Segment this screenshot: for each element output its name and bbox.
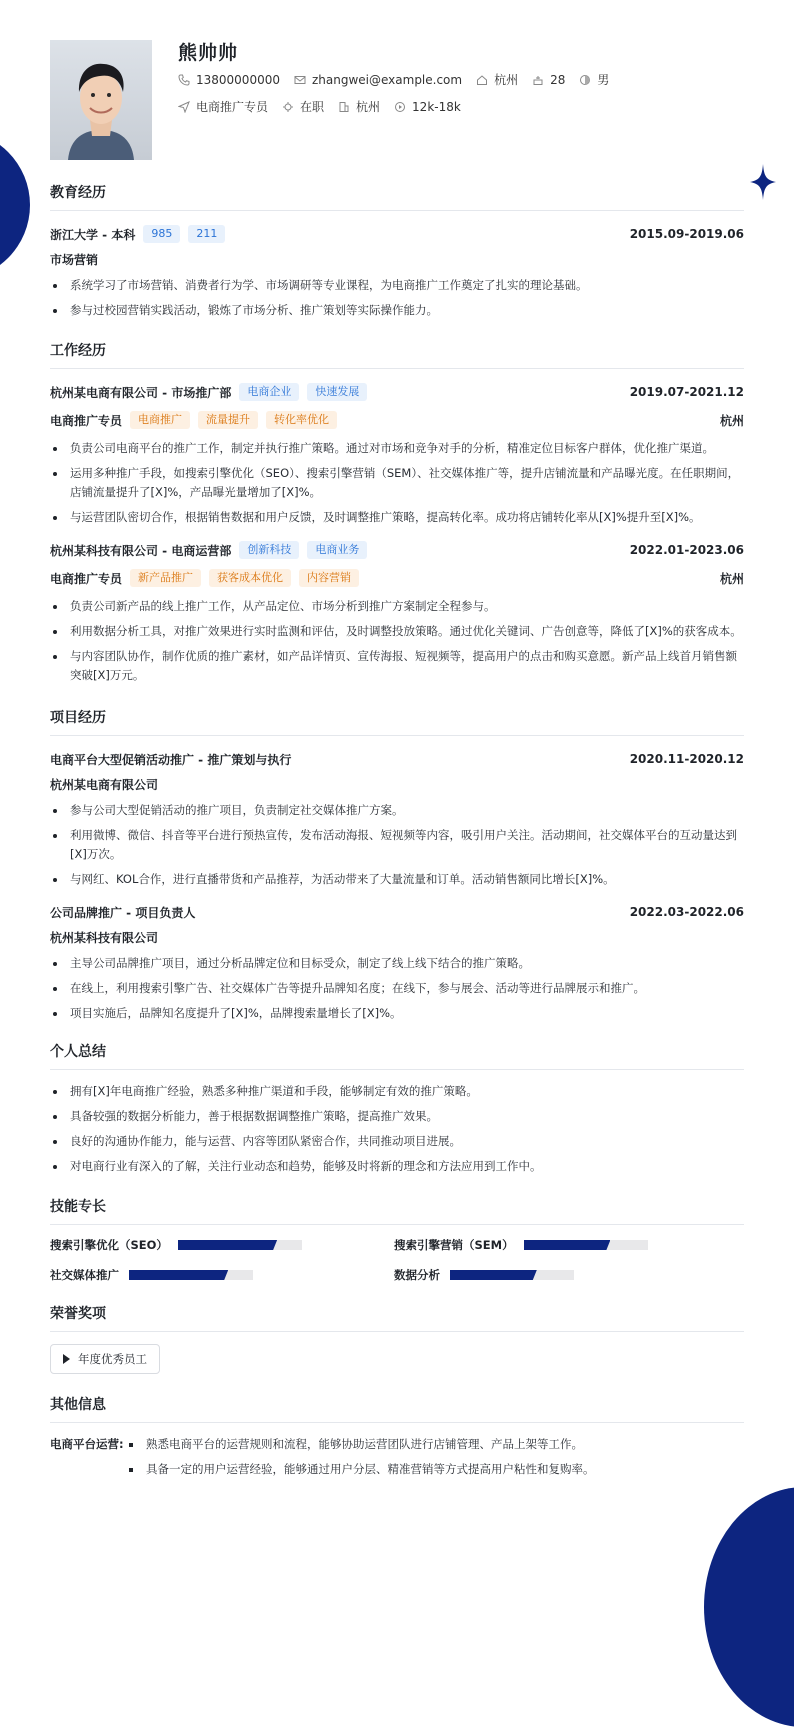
education-section <box>50 182 744 320</box>
role-tag: 获客成本优化 <box>209 569 291 587</box>
status-text: 在职 <box>300 100 325 114</box>
project-date: 2020.11-2020.12 <box>629 752 744 766</box>
skill-name: 搜索引擎营销（SEM） <box>394 1238 514 1252</box>
project-bullets <box>50 954 744 1023</box>
skill-bar <box>524 1240 648 1250</box>
work-section <box>50 340 744 685</box>
education-date: 2015.09-2019.06 <box>629 227 744 241</box>
projects-section <box>50 707 744 1023</box>
job-entry <box>50 381 744 527</box>
list-item: 负责公司新产品的线上推广工作，从产品定位、市场分析到推广方案制定全程参与。 <box>50 597 744 616</box>
project-date: 2022.03-2022.06 <box>629 905 744 919</box>
phone-text: 13800000000 <box>196 72 280 87</box>
project-entry <box>50 901 744 1023</box>
list-item: 利用数据分析工具，对推广效果进行实时监测和评估，及时调整投放策略。通过优化关键词、广告创意等，降低了[X]%的获客成本。 <box>50 622 744 641</box>
section-title: 个人总结 <box>50 1041 744 1070</box>
role-tag: 内容营销 <box>299 569 359 587</box>
job-date: 2019.07-2021.12 <box>629 385 744 399</box>
skill-bar <box>450 1270 574 1280</box>
gender-text: 男 <box>597 73 610 87</box>
other-bullets <box>126 1435 595 1485</box>
salary-icon <box>394 101 406 113</box>
project-company: 杭州某电商有限公司 <box>50 778 159 792</box>
section-title: 技能专长 <box>50 1196 744 1225</box>
company-tag: 创新科技 <box>239 541 299 559</box>
role-tag: 转化率优化 <box>266 411 337 429</box>
status-icon <box>282 101 294 113</box>
phone-icon <box>178 74 190 86</box>
company-tag: 快速发展 <box>307 383 367 401</box>
send-icon <box>178 101 190 113</box>
list-item: 参与过校园营销实践活动，锻炼了市场分析、推广策划等实际操作能力。 <box>50 301 744 320</box>
list-item: 项目实施后，品牌知名度提升了[X]%，品牌搜索量增长了[X]%。 <box>50 1004 744 1023</box>
project-company: 杭州某科技有限公司 <box>50 931 159 945</box>
email-text: zhangwei@example.com <box>311 72 463 87</box>
list-item: 系统学习了市场营销、消费者行为学、市场调研等专业课程，为电商推广工作奠定了扎实的理论基础。 <box>50 276 744 295</box>
list-item: 运用多种推广手段，如搜索引擎优化（SEO）、搜索引擎营销（SEM）、社交媒体推广等，提升店铺流量和产品曝光度。在任职期间，店铺流量提升了[X]%，产品曝光量增加了[X]%。 <box>50 464 744 502</box>
awards-section <box>50 1303 744 1374</box>
list-item: 与内容团队协作，制作优质的推广素材，如产品详情页、宣传海报、短视频等，提高用户的点击和购买意愿。新产品上线首月销售额突破[X]万元。 <box>50 647 744 685</box>
job-city: 杭州 <box>719 413 744 428</box>
resume <box>50 0 744 1485</box>
skill-item <box>394 1267 738 1283</box>
job-date: 2022.01-2023.06 <box>629 543 744 557</box>
list-item: 与网红、KOL合作，进行直播带货和产品推荐，为活动带来了大量流量和订单。活动销售额同比增长[X]%。 <box>50 870 744 889</box>
skill-bar <box>178 1240 302 1250</box>
list-item: 负责公司电商平台的推广工作，制定并执行推广策略。通过对市场和竞争对手的分析，精准定位目标客户群体，优化推广渠道。 <box>50 439 744 458</box>
education-bullets <box>50 276 744 320</box>
skill-bar <box>129 1270 253 1280</box>
summary-bullets <box>50 1082 744 1176</box>
section-title: 其他信息 <box>50 1394 744 1423</box>
sparkle-icon <box>750 164 776 200</box>
job-bullets <box>50 439 744 527</box>
company-name: 杭州某科技有限公司 - 电商运营部 <box>50 543 232 558</box>
job-intent-row <box>178 98 475 115</box>
cake-icon <box>532 74 544 86</box>
profile-header <box>50 0 744 170</box>
play-icon <box>63 1354 70 1364</box>
home-icon <box>476 74 488 86</box>
decor-circle-top-left <box>0 130 30 280</box>
city-text: 杭州 <box>356 100 381 114</box>
skill-bar-fill <box>524 1240 611 1250</box>
project-name: 公司品牌推广 - 项目负责人 <box>50 905 196 920</box>
mail-icon <box>294 74 306 86</box>
job-role: 电商推广专员 <box>50 413 123 428</box>
skill-item <box>50 1267 394 1283</box>
list-item: 熟悉电商平台的运营规则和流程，能够协助运营团队进行店铺管理、产品上架等工作。 <box>126 1435 595 1454</box>
gender-icon <box>579 74 591 86</box>
skill-bar-fill <box>129 1270 228 1280</box>
school-name: 浙江大学 - 本科 <box>50 227 136 242</box>
list-item: 在线上，利用搜索引擎广告、社交媒体广告等提升品牌知名度；在线下，参与展会、活动等进行品牌展示和推广。 <box>50 979 744 998</box>
list-item: 良好的沟通协作能力，能与运营、内容等团队紧密合作，共同推动项目进展。 <box>50 1132 744 1151</box>
list-item: 参与公司大型促销活动的推广项目，负责制定社交媒体推广方案。 <box>50 801 744 820</box>
role-tag: 新产品推广 <box>130 569 201 587</box>
education-entry <box>50 223 744 320</box>
skill-item <box>50 1237 394 1253</box>
award-name: 年度优秀员工 <box>78 1352 147 1366</box>
decor-circle-bottom-right <box>704 1487 794 1727</box>
profile-name: 熊帅帅 <box>178 42 239 64</box>
role-tag: 电商推广 <box>130 411 190 429</box>
company-tag: 电商企业 <box>239 383 299 401</box>
building-icon <box>338 101 350 113</box>
school-tag: 211 <box>188 225 225 243</box>
contact-row <box>178 71 623 88</box>
project-entry <box>50 748 744 889</box>
section-title: 项目经历 <box>50 707 744 736</box>
location-text: 杭州 <box>494 73 519 87</box>
major-name: 市场营销 <box>50 253 99 267</box>
skill-bar-fill <box>178 1240 277 1250</box>
project-bullets <box>50 801 744 889</box>
skills-section <box>50 1196 744 1283</box>
school-tag: 985 <box>143 225 180 243</box>
company-name: 杭州某电商有限公司 - 市场推广部 <box>50 385 232 400</box>
award-item <box>50 1344 160 1374</box>
list-item: 具备一定的用户运营经验，能够通过用户分层、精准营销等方式提高用户粘性和复购率。 <box>126 1460 595 1479</box>
list-item: 拥有[X]年电商推广经验，熟悉多种推广渠道和手段，能够制定有效的推广策略。 <box>50 1082 744 1101</box>
other-section <box>50 1394 744 1485</box>
list-item: 与运营团队密切合作，根据销售数据和用户反馈，及时调整推广策略，提高转化率。成功将店铺转化率从[X]%提升至[X]%。 <box>50 508 744 527</box>
section-title: 教育经历 <box>50 182 744 211</box>
skill-bar-fill <box>450 1270 537 1280</box>
profile-photo <box>50 40 152 160</box>
section-title: 荣誉奖项 <box>50 1303 744 1332</box>
other-label: 电商平台运营: <box>50 1437 124 1451</box>
list-item: 利用微博、微信、抖音等平台进行预热宣传，发布活动海报、短视频等内容，吸引用户关注。活动期间，社交媒体平台的互动量达到[X]万次。 <box>50 826 744 864</box>
company-tag: 电商业务 <box>307 541 367 559</box>
summary-section <box>50 1041 744 1176</box>
job-role: 电商推广专员 <box>50 571 123 586</box>
list-item: 对电商行业有深入的了解，关注行业动态和趋势，能够及时将新的理念和方法应用到工作中。 <box>50 1157 744 1176</box>
project-name: 电商平台大型促销活动推广 - 推广策划与执行 <box>50 752 292 767</box>
skill-name: 搜索引擎优化（SEO） <box>50 1238 168 1252</box>
list-item: 主导公司品牌推广项目，通过分析品牌定位和目标受众，制定了线上线下结合的推广策略。 <box>50 954 744 973</box>
skill-name: 数据分析 <box>394 1268 440 1282</box>
job-city: 杭州 <box>719 571 744 586</box>
job-bullets <box>50 597 744 685</box>
job-entry <box>50 539 744 685</box>
age-text: 28 <box>550 72 566 87</box>
salary-text: 12k-18k <box>412 99 461 114</box>
skill-item <box>394 1237 738 1253</box>
list-item: 具备较强的数据分析能力，善于根据数据调整推广策略，提高推广效果。 <box>50 1107 744 1126</box>
role-tag: 流量提升 <box>198 411 258 429</box>
section-title: 工作经历 <box>50 340 744 369</box>
skill-name: 社交媒体推广 <box>50 1268 119 1282</box>
skills-grid <box>50 1237 744 1283</box>
position-text: 电商推广专员 <box>196 100 269 114</box>
